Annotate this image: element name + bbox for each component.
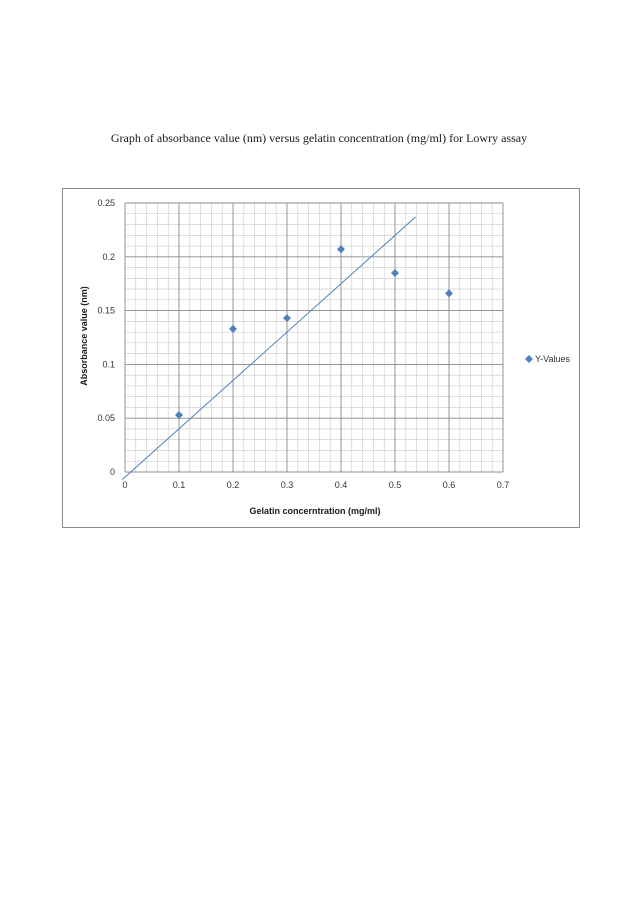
y-tick-label: 0.2 xyxy=(102,251,115,262)
y-axis-title: Absorbance value (nm) xyxy=(79,286,89,386)
x-tick-label: 0.6 xyxy=(442,480,456,490)
data-point xyxy=(391,269,399,277)
y-tick-label: 0.1 xyxy=(102,359,115,370)
legend xyxy=(525,354,571,364)
legend-label: Y-Values xyxy=(535,354,571,364)
y-tick-labels xyxy=(97,198,115,477)
x-tick-label: 0 xyxy=(122,480,128,490)
data-point xyxy=(229,325,237,333)
x-tick-label: 0.3 xyxy=(280,480,294,490)
x-tick-label: 0.5 xyxy=(388,480,402,490)
legend-marker xyxy=(525,355,533,363)
data-point xyxy=(283,314,291,322)
x-tick-label: 0.7 xyxy=(496,480,510,490)
y-tick-label: 0 xyxy=(109,467,115,477)
minor-grid xyxy=(125,203,503,472)
y-tick-label: 0.15 xyxy=(97,305,115,316)
x-tick-label: 0.2 xyxy=(226,480,240,490)
data-point xyxy=(445,289,453,297)
page-title: Graph of absorbance value (nm) versus gelatin concentration (mg/ml) for Lowry assay xyxy=(110,131,528,145)
scatter-chart xyxy=(63,189,579,527)
major-grid xyxy=(125,203,503,472)
y-tick-label: 0.05 xyxy=(97,413,115,424)
chart-frame xyxy=(62,188,580,528)
x-axis-title: Gelatin concerntration (mg/ml) xyxy=(249,506,381,516)
data-point xyxy=(337,245,345,253)
x-tick-labels xyxy=(122,480,509,490)
y-tick-label: 0.25 xyxy=(97,198,115,208)
x-tick-label: 0.4 xyxy=(334,480,348,490)
x-tick-label: 0.1 xyxy=(172,480,186,490)
